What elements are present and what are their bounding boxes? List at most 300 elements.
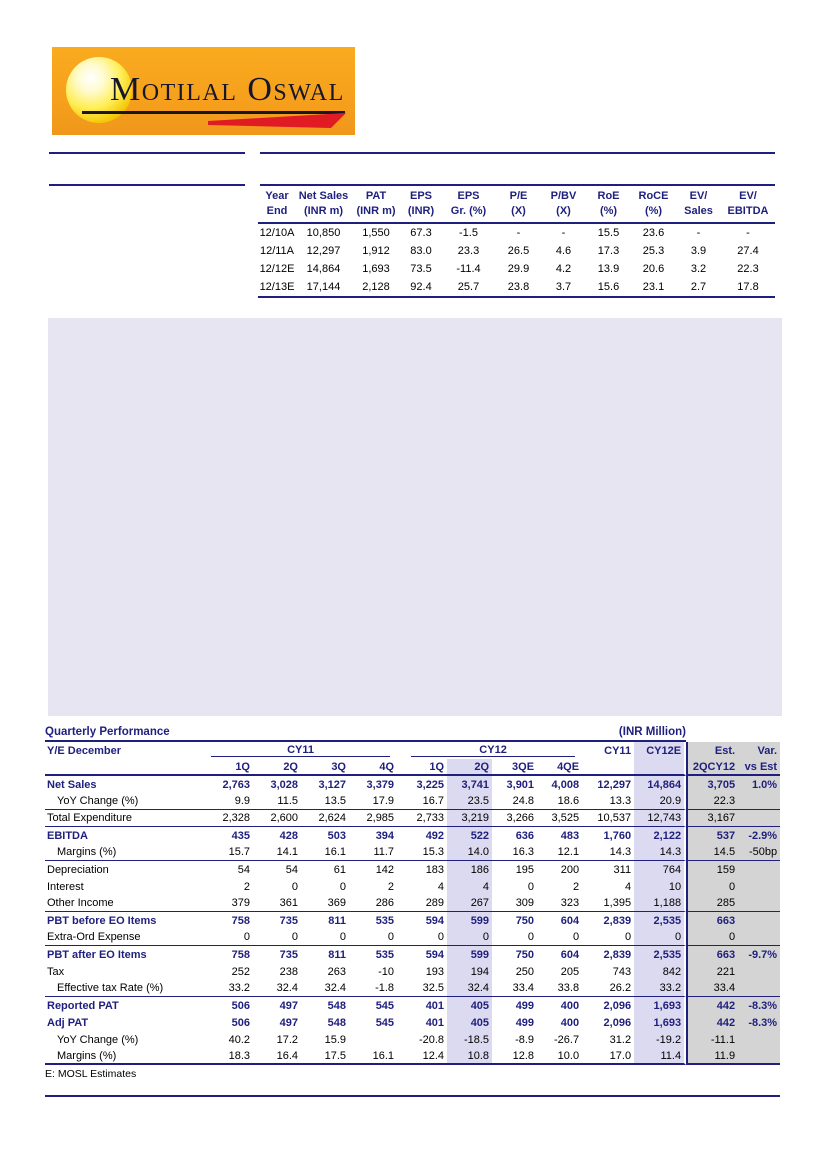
row-label: Other Income — [45, 895, 205, 912]
quarterly-header-sub-row — [45, 759, 780, 776]
value-cell: 31.2 — [609, 1033, 632, 1046]
value-cell: 14.0 — [447, 844, 492, 861]
value-cell: 4,008 — [551, 778, 580, 791]
value-cell: 200 — [560, 863, 580, 876]
table-row — [45, 844, 780, 861]
value-cell: 12,743 — [634, 810, 686, 827]
header-cell: 2Q — [253, 759, 301, 776]
value-cell: 2,535 — [634, 912, 686, 929]
quarterly-performance-section — [45, 726, 780, 1080]
column-header: Net Sales (INR m) — [296, 187, 351, 223]
value-cell: 32.5 — [397, 980, 447, 997]
row-label: Net Sales — [47, 778, 97, 791]
header-cell: Var. — [738, 742, 780, 759]
value-cell: 1,693 — [634, 1014, 686, 1031]
column-header: EPS Gr. (%) — [441, 187, 496, 223]
value-cell — [738, 963, 780, 980]
header-cell: 3QE — [492, 759, 537, 776]
year-cell: 12/13E — [258, 278, 296, 297]
value-cell: 663 — [686, 946, 738, 963]
value-cell: 663 — [686, 912, 738, 929]
value-cell: 599 — [447, 946, 492, 963]
value-cell: 14.3 — [634, 844, 686, 861]
value-cell: 594 — [425, 914, 445, 927]
header-cell: Y/E December — [47, 744, 121, 757]
row-label: Interest — [47, 880, 84, 893]
header-cell — [205, 742, 397, 759]
table-row — [45, 980, 780, 997]
row-label: Depreciation — [47, 863, 109, 876]
row-label: Effective tax Rate (%) — [45, 980, 205, 997]
value-cell: 811 — [328, 914, 346, 927]
value-cell: -11.1 — [686, 1031, 738, 1048]
value-cell: 0 — [253, 929, 301, 946]
header-cell — [45, 759, 205, 776]
value-cell: 3,028 — [270, 778, 298, 791]
value-cell: -1.5 — [459, 227, 478, 239]
value-cell: - — [746, 227, 750, 239]
value-cell: 15.3 — [397, 844, 447, 861]
value-cell: 442 — [686, 1014, 738, 1031]
value-cell: 16.1 — [301, 844, 349, 861]
value-cell: 25.3 — [642, 245, 665, 257]
header-cell: 1Q — [397, 759, 447, 776]
summary-table-body — [258, 223, 775, 297]
value-cell: 758 — [231, 948, 250, 961]
value-cell: 435 — [231, 829, 250, 842]
value-cell: 12,297 — [306, 245, 341, 257]
value-cell: 0 — [537, 929, 582, 946]
value-cell: 11.4 — [634, 1048, 686, 1065]
value-cell: 17.2 — [276, 1033, 298, 1046]
table-row — [45, 793, 780, 810]
value-cell: 497 — [279, 1016, 298, 1029]
value-cell: 499 — [515, 999, 535, 1012]
header-cell: 3Q — [301, 759, 349, 776]
value-cell: 2,985 — [349, 810, 397, 827]
value-cell: 33.2 — [634, 980, 686, 997]
value-cell: 3,225 — [416, 778, 445, 791]
value-cell: 0 — [686, 929, 738, 946]
value-cell: 33.2 — [205, 980, 253, 997]
summary-header-row — [258, 187, 775, 223]
value-cell: 3.2 — [690, 263, 707, 275]
value-cell: 16.3 — [492, 844, 537, 861]
value-cell: 4.2 — [555, 263, 572, 275]
row-label: Margins (%) — [45, 1048, 205, 1065]
header-cell: 1Q — [205, 759, 253, 776]
value-cell: 17.0 — [582, 1048, 634, 1065]
value-cell: 1,693 — [634, 997, 686, 1014]
value-cell: 26.2 — [582, 980, 634, 997]
value-cell: 32.4 — [447, 980, 492, 997]
value-cell: 14.3 — [582, 844, 634, 861]
value-cell: 183 — [425, 863, 445, 876]
value-cell — [738, 878, 780, 895]
value-cell: 535 — [375, 948, 395, 961]
value-cell: 548 — [327, 1016, 346, 1029]
value-cell: 400 — [560, 999, 580, 1012]
footnote: E: MOSL Estimates — [45, 1068, 137, 1080]
value-cell: -20.8 — [418, 1033, 445, 1046]
value-cell: 401 — [425, 999, 445, 1012]
value-cell: 15.9 — [324, 1033, 346, 1046]
column-header: RoCE (%) — [631, 187, 676, 223]
value-cell: 17.3 — [597, 245, 620, 257]
value-cell: 401 — [425, 1016, 445, 1029]
value-cell: 13.3 — [582, 793, 634, 810]
value-cell: 2 — [243, 880, 250, 893]
group-label-cy12: CY12 — [411, 744, 575, 757]
value-cell: 18.6 — [537, 793, 582, 810]
value-cell: 16.1 — [349, 1048, 397, 1065]
value-cell: 286 — [349, 895, 397, 912]
value-cell: 186 — [447, 861, 492, 878]
value-cell: 12.1 — [537, 844, 582, 861]
table-row — [45, 895, 780, 912]
column-header: P/BV (X) — [541, 187, 586, 223]
value-cell: 545 — [375, 999, 395, 1012]
row-label: Total Expenditure — [45, 810, 205, 827]
value-cell: 1,693 — [362, 263, 390, 275]
value-cell: 17.8 — [721, 278, 775, 297]
quarterly-header-group-row — [45, 742, 780, 759]
header-cell: 2QCY12 — [686, 759, 738, 776]
value-cell: 604 — [560, 914, 580, 927]
value-cell: 26.5 — [507, 245, 530, 257]
value-cell: 33.4 — [686, 980, 738, 997]
value-cell: 0 — [291, 880, 298, 893]
header-cell: CY11 — [604, 744, 632, 757]
row-label: Extra-Ord Expense — [45, 929, 205, 946]
value-cell: 735 — [279, 914, 298, 927]
row-label: PBT before EO Items — [47, 914, 157, 927]
value-cell: 0 — [582, 929, 634, 946]
value-cell: 14.1 — [253, 844, 301, 861]
group-label-cy11: CY11 — [211, 744, 390, 757]
table-row — [45, 997, 780, 1014]
table-row — [45, 912, 780, 929]
value-cell: 1,760 — [603, 829, 632, 842]
value-cell: -18.5 — [447, 1031, 492, 1048]
value-cell: -50bp — [738, 844, 780, 861]
value-cell: - — [561, 227, 566, 239]
value-cell: 2,839 — [603, 914, 632, 927]
value-cell: 442 — [686, 997, 738, 1014]
table-row — [258, 242, 775, 260]
value-cell: 503 — [327, 829, 346, 842]
table-row — [258, 278, 775, 297]
value-cell: 2 — [387, 880, 395, 893]
value-cell: -10 — [378, 965, 395, 978]
value-cell: 1,395 — [582, 895, 634, 912]
value-cell: 0 — [349, 929, 397, 946]
value-cell: 842 — [634, 963, 686, 980]
value-cell: -19.2 — [634, 1031, 686, 1048]
divider-right-second — [260, 184, 775, 186]
value-cell: 405 — [447, 997, 492, 1014]
column-header: EPS (INR) — [401, 187, 441, 223]
value-cell: 20.9 — [634, 793, 686, 810]
value-cell: 10,537 — [582, 810, 634, 827]
value-cell: 32.4 — [253, 980, 301, 997]
row-label: Tax — [47, 965, 65, 978]
value-cell: 0 — [527, 880, 535, 893]
value-cell: 23.1 — [631, 278, 676, 297]
value-cell: 4 — [624, 880, 632, 893]
value-cell: 92.4 — [401, 278, 441, 297]
value-cell: 285 — [686, 895, 738, 912]
value-cell: 3.7 — [541, 278, 586, 297]
divider-bottom — [45, 1095, 780, 1097]
value-cell: 3,901 — [506, 778, 535, 791]
value-cell: 604 — [560, 948, 580, 961]
value-cell: 11.7 — [349, 844, 397, 861]
value-cell: 506 — [231, 1016, 250, 1029]
value-cell: 22.3 — [737, 263, 759, 275]
logo-swoosh-icon — [208, 113, 346, 128]
value-cell: 1,550 — [362, 227, 390, 239]
value-cell: 54 — [237, 863, 250, 876]
header-cell: vs Est — [738, 759, 780, 776]
section-title: Quarterly Performance — [45, 726, 170, 738]
value-cell: 2,624 — [301, 810, 349, 827]
value-cell: 23.8 — [496, 278, 541, 297]
value-cell: 32.4 — [301, 980, 349, 997]
value-cell: 18.3 — [205, 1048, 253, 1065]
table-row — [45, 810, 780, 827]
value-cell: 2,122 — [634, 827, 686, 844]
table-row — [45, 776, 780, 793]
value-cell: -11.4 — [456, 263, 481, 275]
value-cell: 2,733 — [397, 810, 447, 827]
value-cell: 3,266 — [492, 810, 537, 827]
row-label: Margins (%) — [45, 844, 205, 861]
value-cell: 545 — [375, 1016, 395, 1029]
value-cell: 193 — [425, 965, 445, 978]
divider-right-top — [260, 152, 775, 154]
row-label: Adj PAT — [47, 1016, 89, 1029]
value-cell: 14,864 — [634, 776, 686, 793]
value-cell: 142 — [375, 863, 395, 876]
value-cell: 750 — [515, 914, 535, 927]
value-cell: -2.9% — [738, 827, 780, 844]
value-cell: 14.5 — [686, 844, 738, 861]
chart-placeholder — [48, 318, 782, 716]
value-cell: 17.9 — [349, 793, 397, 810]
value-cell: 743 — [612, 965, 632, 978]
value-cell: 0 — [634, 929, 686, 946]
table-row — [45, 929, 780, 946]
value-cell: 758 — [231, 914, 250, 927]
value-cell: 15.7 — [205, 844, 253, 861]
value-cell: 0 — [205, 929, 253, 946]
value-cell: 0 — [339, 880, 346, 893]
value-cell — [738, 810, 780, 827]
value-cell: 267 — [447, 895, 492, 912]
value-cell: 289 — [397, 895, 447, 912]
header-cell — [582, 759, 634, 776]
value-cell: -8.9 — [515, 1033, 535, 1046]
value-cell: 10 — [634, 878, 686, 895]
value-cell: 2,763 — [222, 778, 250, 791]
value-cell: 40.2 — [228, 1033, 250, 1046]
value-cell: 10.0 — [537, 1048, 582, 1065]
value-cell — [738, 912, 780, 929]
value-cell: 22.3 — [686, 793, 738, 810]
value-cell: 11.9 — [686, 1048, 738, 1065]
table-row — [45, 827, 780, 844]
header-cell: CY12E — [634, 742, 686, 759]
header-cell: 2Q — [447, 759, 492, 776]
value-cell: 0 — [301, 929, 349, 946]
value-cell: 428 — [279, 829, 298, 842]
value-cell: 594 — [425, 948, 445, 961]
value-cell: 54 — [285, 863, 298, 876]
value-cell: 159 — [686, 861, 738, 878]
value-cell: 83.0 — [410, 245, 432, 257]
year-cell: 12/10A — [259, 227, 295, 239]
value-cell: 2,328 — [205, 810, 253, 827]
value-cell — [738, 1031, 780, 1048]
value-cell: 3,167 — [686, 810, 738, 827]
value-cell: 25.7 — [441, 278, 496, 297]
value-cell: 13.5 — [301, 793, 349, 810]
value-cell: 548 — [327, 999, 346, 1012]
quarterly-table — [45, 742, 780, 1065]
value-cell: -1.8 — [349, 980, 397, 997]
value-cell: 492 — [425, 829, 445, 842]
value-cell: 2,128 — [351, 278, 401, 297]
value-cell: 4.6 — [555, 245, 572, 257]
value-cell: 9.9 — [205, 793, 253, 810]
value-cell: 16.4 — [253, 1048, 301, 1065]
value-cell: 33.8 — [537, 980, 582, 997]
header-cell: 4QE — [537, 759, 582, 776]
value-cell: 221 — [686, 963, 738, 980]
value-cell: 3,379 — [366, 778, 395, 791]
year-cell: 12/12E — [259, 263, 295, 275]
value-cell: 1,912 — [362, 245, 390, 257]
value-cell: 12.4 — [397, 1048, 447, 1065]
logo-text: Motilal Oswal — [110, 71, 345, 108]
value-cell — [738, 929, 780, 946]
value-cell: 20.6 — [642, 263, 665, 275]
value-cell: 535 — [375, 914, 395, 927]
value-cell: - — [696, 227, 701, 239]
motilal-oswal-logo — [52, 47, 355, 135]
value-cell: 27.4 — [737, 245, 759, 257]
value-cell: 10.8 — [447, 1048, 492, 1065]
row-label: PBT after EO Items — [47, 948, 147, 961]
value-cell: 11.5 — [253, 793, 301, 810]
value-cell: 12,297 — [597, 778, 632, 791]
row-label: EBITDA — [47, 829, 88, 842]
value-cell: 0 — [447, 929, 492, 946]
value-cell: 12.8 — [492, 1048, 537, 1065]
table-row — [45, 878, 780, 895]
value-cell: 33.4 — [492, 980, 537, 997]
value-cell: 29.9 — [507, 263, 530, 275]
header-cell: Est. — [686, 742, 738, 759]
table-row — [258, 223, 775, 242]
value-cell: 2,096 — [603, 1016, 632, 1029]
value-cell — [738, 861, 780, 878]
value-cell: 1,188 — [634, 895, 686, 912]
value-cell: 735 — [279, 948, 298, 961]
header-cell — [634, 759, 686, 776]
row-label: YoY Change (%) — [45, 793, 205, 810]
value-cell: 0 — [397, 929, 447, 946]
value-cell — [738, 980, 780, 997]
value-cell: 2 — [572, 880, 580, 893]
value-cell: 15.6 — [586, 278, 631, 297]
quarterly-table-body — [45, 776, 780, 1065]
value-cell: -8.3% — [738, 997, 780, 1014]
value-cell: 2,535 — [634, 946, 686, 963]
value-cell: 0 — [492, 929, 537, 946]
value-cell: -8.3% — [738, 1014, 780, 1031]
value-cell: 23.5 — [447, 793, 492, 810]
column-header: RoE (%) — [586, 187, 631, 223]
value-cell: 238 — [279, 965, 298, 978]
value-cell: 599 — [447, 912, 492, 929]
value-cell: 250 — [515, 965, 535, 978]
value-cell: 3,219 — [447, 810, 492, 827]
divider-left-second — [49, 184, 245, 186]
value-cell: - — [516, 227, 521, 239]
value-cell: 483 — [560, 829, 580, 842]
value-cell: 67.3 — [410, 227, 432, 239]
value-cell: 311 — [613, 863, 632, 876]
table-row — [45, 1048, 780, 1065]
value-cell: -26.7 — [554, 1033, 580, 1046]
column-header: Year End — [258, 187, 296, 223]
value-cell: 17,144 — [296, 278, 351, 297]
value-cell: 3,705 — [686, 776, 738, 793]
value-cell: 0 — [686, 878, 738, 895]
unit-label: (INR Million) — [618, 726, 686, 738]
value-cell: -9.7% — [738, 946, 780, 963]
value-cell: 506 — [231, 999, 250, 1012]
value-cell: 3.9 — [690, 245, 707, 257]
value-cell — [738, 895, 780, 912]
value-cell: 361 — [253, 895, 301, 912]
column-header: P/E (X) — [496, 187, 541, 223]
value-cell: 24.8 — [492, 793, 537, 810]
value-cell: 13.9 — [597, 263, 620, 275]
value-cell: 263 — [327, 965, 346, 978]
row-label: Reported PAT — [47, 999, 119, 1012]
value-cell: 309 — [492, 895, 537, 912]
value-cell: 1.0% — [738, 776, 780, 793]
value-cell: 4 — [447, 878, 492, 895]
header-cell: 4Q — [349, 759, 397, 776]
value-cell: 369 — [301, 895, 349, 912]
summary-table — [258, 187, 775, 298]
quarterly-titlebar — [45, 726, 686, 742]
value-cell: 3,525 — [537, 810, 582, 827]
value-cell: 3,127 — [318, 778, 346, 791]
value-cell: 61 — [333, 863, 346, 876]
value-cell — [738, 1048, 780, 1065]
value-cell: 750 — [515, 948, 535, 961]
value-cell: 205 — [560, 965, 580, 978]
value-cell: 379 — [205, 895, 253, 912]
table-row — [45, 1031, 780, 1048]
value-cell: 17.5 — [301, 1048, 349, 1065]
value-cell: 10,850 — [306, 227, 341, 239]
